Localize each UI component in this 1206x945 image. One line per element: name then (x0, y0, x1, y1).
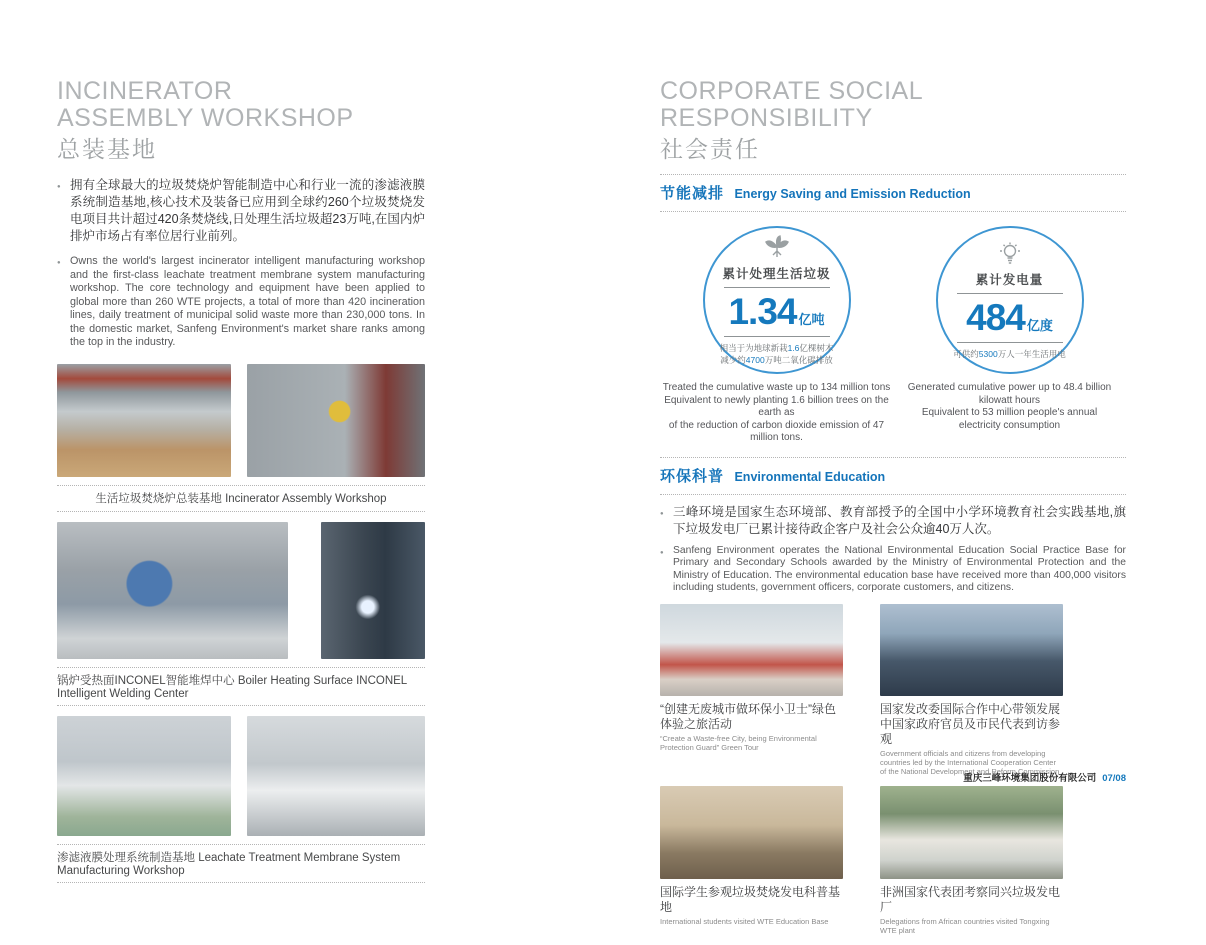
caption-incinerator-assembly: 生活垃圾焚烧炉总装基地 Incinerator Assembly Workshop (57, 485, 425, 512)
company-name: 重庆三峰环境集团股份有限公司 (963, 773, 1097, 784)
caption-en: “Create a Waste-free City, being Environmental Protection Guard” Green Tour (660, 733, 817, 752)
photo-welding-center-1 (57, 522, 288, 659)
section-header-environmental-education (660, 457, 1126, 495)
photo-green-tour (660, 604, 843, 696)
stat-note (720, 342, 834, 366)
caption-en: Government officials and citizens from developing countries led by the International Cooperation Center of the National Development and Reform Commission (880, 748, 1060, 776)
divider (957, 293, 1063, 294)
caption-en: International students visited WTE Education Base (660, 916, 829, 926)
bulb-icon (997, 241, 1023, 267)
note-number: 5300 (978, 348, 998, 359)
divider (724, 336, 830, 337)
photo-membrane-workshop-2 (247, 716, 425, 836)
stat-value: 1.34 (728, 290, 797, 332)
note-text: 可供约 (953, 348, 979, 359)
page-title-en-line1: INCINERATOR (57, 77, 233, 105)
section-header-energy-saving (660, 174, 1126, 212)
stat-en-line: Equivalent to 53 million people's annual (921, 407, 1098, 418)
caption-cn: “创建无废城市做环保小卫士”绿色体验之旅活动 (660, 701, 836, 731)
stat-en-line: electricity consumption (958, 419, 1061, 431)
caption-cn: 国家发改委国际合作中心带领发展中国家政府官员及市民代表到访参观 (880, 701, 1061, 746)
caption-en: Delegations from African countries visited Tongxing WTE plant (880, 916, 1050, 935)
photo-caption-government-visit (880, 702, 1063, 776)
page-title-en-line2: ASSEMBLY WORKSHOP (57, 104, 354, 132)
stat-note (953, 348, 1065, 360)
stat-value: 484 (966, 296, 1025, 338)
stat-unit: 亿度 (1026, 317, 1053, 333)
stat-circle-waste-treated (703, 226, 851, 374)
section-title-en: Energy Saving and Emission Reduction (734, 187, 971, 201)
page-title-en-line1: CORPORATE SOCIAL (660, 77, 924, 105)
photo-caption-green-tour (660, 702, 843, 776)
section-title-cn: 环保科普 (660, 467, 725, 485)
photo-government-visit (880, 604, 1063, 696)
intro-paragraph-en: ● Owns the world's largest incinerator intelligent manufacturing workshop and the first-class leachate treatment membrane system manufacturing workshop. The core technology and equipment have been applied to global more than 260 WTE projects, a total of more than 420 incineration lines, daily treatment of municipal solid waste more than 230,000 tons. In the domestic market, Sanfeng Environment's market share ranks among the top in the industry. (57, 255, 425, 350)
note-text: 亿棵树木 (799, 342, 834, 353)
leaves-icon (763, 235, 791, 261)
stat-unit: 亿吨 (798, 311, 825, 327)
education-paragraph-en: ● Sanfeng Environment operates the National Environmental Education Social Practice Base for Primary and Secondary Schools awarded by the Ministry of Environmental Protection and the Ministry of Education. The environmental education base have received more than 400,000 visitors including students, government officers, corporate customers, and citizens. (660, 545, 1126, 595)
divider (724, 287, 830, 288)
note-number: 1.6 (787, 342, 800, 353)
page-title-en-line2: RESPONSIBILITY (660, 104, 873, 132)
stat-label: 累计处理生活垃圾 (722, 266, 831, 281)
caption-cn: 国际学生参观垃圾焚烧发电科普基地 (660, 884, 841, 914)
stat-description-power (893, 382, 1126, 445)
photo-assembly-workshop-2 (247, 364, 425, 477)
page-title-cn: 总装基地 (57, 136, 157, 162)
page-footer (660, 770, 1126, 784)
page-title-cn: 社会责任 (660, 136, 760, 162)
intro-paragraph-cn: ● 拥有全球最大的垃圾焚烧炉智能制造中心和行业一流的渗滤液膜系统制造基地,核心技术及装备已应用到全球约260个垃圾焚烧发电项目共计超过420条焚烧线,日处理生活垃圾超23万吨,在国内炉排炉市场占有率位居行业前列。 (57, 177, 425, 245)
divider (957, 342, 1063, 343)
photo-caption-international-students (660, 885, 843, 935)
page-left (57, 78, 425, 883)
stat-description-waste (660, 382, 893, 445)
caption-welding-center: 锅炉受热面INCONEL智能堆焊中心 Boiler Heating Surface INCONEL Intelligent Welding Center (57, 667, 425, 706)
page-number: 07/08 (1102, 773, 1126, 784)
photo-membrane-workshop-1 (57, 716, 231, 836)
stat-label: 累计发电量 (975, 272, 1044, 287)
stat-descriptions (660, 382, 1126, 445)
note-text: 减少约 (720, 354, 746, 365)
section-title-cn: 节能减排 (660, 185, 725, 202)
page-right (660, 78, 1126, 945)
note-text: 万人一年生活用电 (997, 348, 1066, 359)
photo-international-students (660, 786, 843, 879)
education-paragraph-cn: ● 三峰环境是国家生态环境部、教育部授予的全国中小学环境教育社会实践基地,旗下垃圾发电厂已累计接待政企客户及社会公众逾40万人次。 (660, 504, 1126, 538)
stat-circles (660, 226, 1126, 374)
note-text: 万吨二氧化碳排放 (764, 354, 833, 365)
caption-membrane-workshop: 渗滤液膜处理系统制造基地 Leachate Treatment Membrane System Manufacturing Workshop (57, 844, 425, 883)
photo-african-delegations (880, 786, 1063, 879)
note-text: 相当于为地球新栽 (719, 342, 788, 353)
stat-en-line: of the reduction of carbon dioxide emission of 47 million tons. (668, 419, 885, 443)
photo-welding-center-2 (321, 522, 425, 659)
note-number: 4700 (745, 354, 765, 365)
photo-caption-african-delegations (880, 885, 1063, 935)
photo-assembly-workshop-1 (57, 364, 231, 477)
stat-en-line: Generated cumulative power up to 48.4 billion kilowatt hours (907, 382, 1112, 406)
stat-en-line: Equivalent to newly planting 1.6 billion trees on the earth as (664, 394, 889, 418)
stat-circle-power-generated (936, 226, 1084, 374)
section-title-en: Environmental Education (734, 469, 886, 484)
caption-cn: 非洲国家代表团考察同兴垃圾发电厂 (880, 884, 1061, 914)
stat-en-line: Treated the cumulative waste up to 134 million tons (662, 382, 891, 393)
